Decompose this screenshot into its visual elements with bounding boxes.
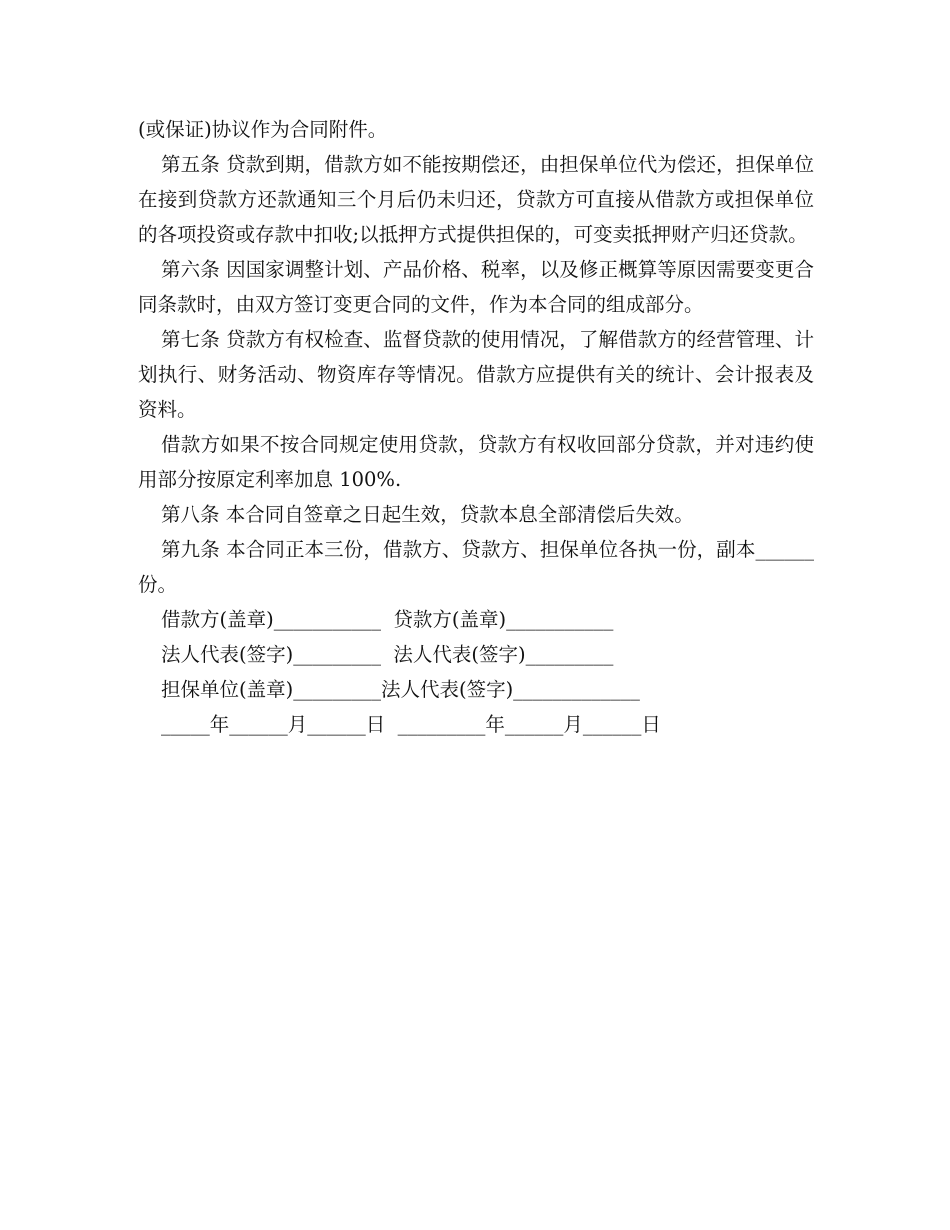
paragraph-guarantee-attachment: (或保证)协议作为合同附件。 bbox=[138, 118, 388, 141]
document-page bbox=[138, 112, 814, 742]
paragraph-article-8: 第八条 本合同自签章之日起生效，贷款本息全部清偿后失效。 bbox=[161, 503, 694, 526]
paragraph-misuse-penalty: 借款方如果不按合同规定使用贷款，贷款方有权收回部分贷款，并对违约使用部分按原定利率加息 100%. bbox=[138, 433, 814, 491]
signature-block bbox=[138, 602, 814, 742]
signature-line-dates: _____年______月______日 _________年______月______日 bbox=[161, 713, 661, 736]
paragraph-article-6: 第六条 因国家调整计划、产品价格、税率，以及修正概算等原因需要变更合同条款时，由双方签订变更合同的文件，作为本合同的组成部分。 bbox=[138, 258, 814, 316]
paragraph-article-9: 第九条 本合同正本三份，借款方、贷款方、担保单位各执一份，副本______份。 bbox=[138, 538, 814, 596]
signature-line-borrower-lender: 借款方(盖章)___________ 贷款方(盖章)___________ bbox=[161, 608, 614, 631]
paragraph-article-7: 第七条 贷款方有权检查、监督贷款的使用情况，了解借款方的经营管理、计划执行、财务活动、物资库存等情况。借款方应提供有关的统计、会计报表及资料。 bbox=[138, 328, 814, 421]
paragraph-article-5: 第五条 贷款到期，借款方如不能按期偿还，由担保单位代为偿还，担保单位在接到贷款方还款通知三个月后仍未归还，贷款方可直接从借款方或担保单位的各项投资或存款中扣收;以抵押方式提供担保的，可变卖抵押财产归还贷款。 bbox=[138, 153, 814, 246]
signature-line-guarantor: 担保单位(盖章)_________法人代表(签字)_____________ bbox=[161, 678, 640, 701]
signature-line-legal-representatives: 法人代表(签字)_________ 法人代表(签字)_________ bbox=[161, 643, 614, 666]
